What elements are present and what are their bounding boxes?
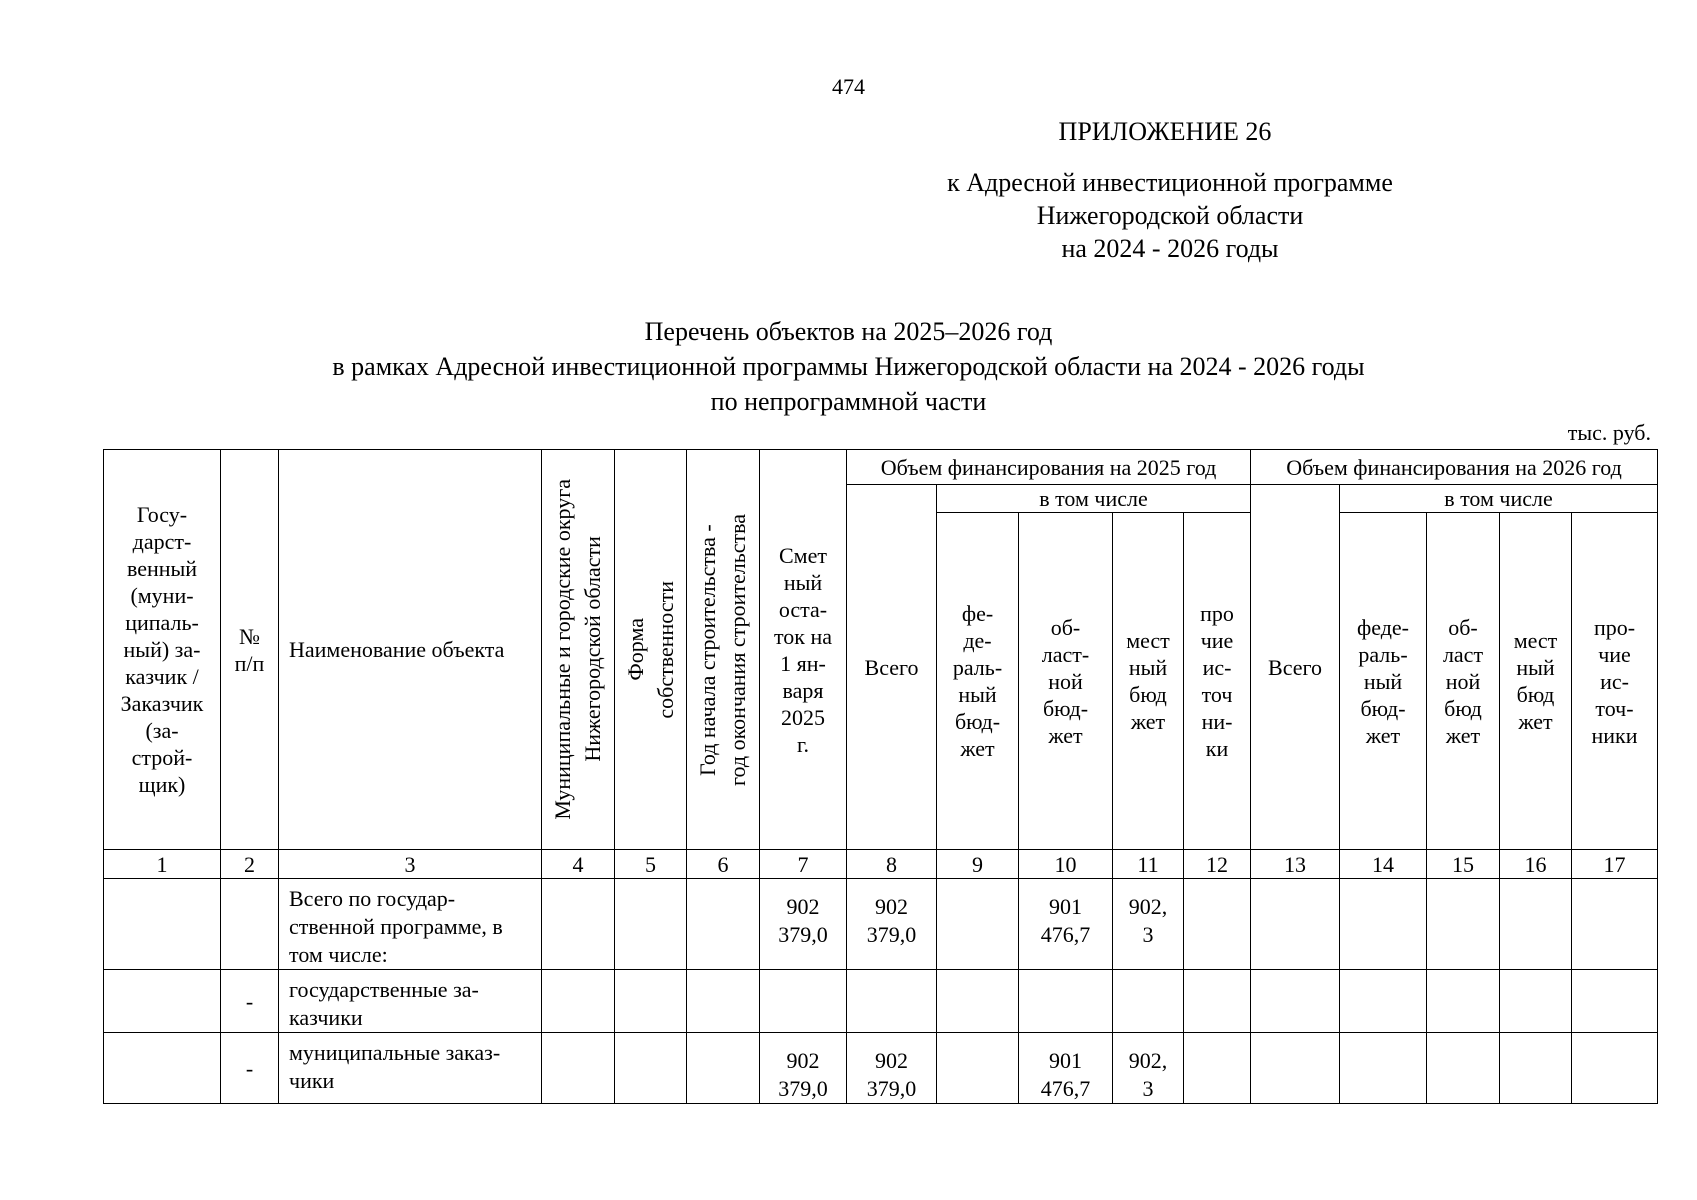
column-number: 17: [1572, 850, 1658, 879]
appendix-subtitle-line: на 2024 - 2026 годы: [1061, 234, 1279, 263]
cell-fed-2026: [1340, 879, 1427, 970]
column-number: 3: [279, 850, 542, 879]
column-number: 1: [104, 850, 221, 879]
cell-fed-2025: [937, 879, 1019, 970]
header-years-line: год окончания строительства: [725, 513, 750, 786]
cell-loc-2026: [1500, 1033, 1572, 1104]
cell-loc-2025: 902, 3: [1113, 1033, 1184, 1104]
header-municipal-line: Муниципальные и городские округа: [550, 479, 575, 820]
column-number: 4: [542, 850, 615, 879]
header-incl-2025: в том числе: [937, 485, 1251, 513]
cell-reg-2026: [1427, 1033, 1500, 1104]
cell-years: [687, 879, 760, 970]
header-ownership-line: собственности: [652, 580, 678, 719]
header-ownership: [615, 450, 687, 850]
header-reg-2026: об- ласт ной бюд жет: [1427, 513, 1500, 850]
cell-total-2026: [1251, 1033, 1340, 1104]
cell-customer: [104, 970, 221, 1033]
header-fin-2025: Объем финансирования на 2025 год: [847, 450, 1251, 485]
cell-total-2025: [847, 970, 937, 1033]
document-title: [0, 314, 1697, 419]
column-number: 12: [1184, 850, 1251, 879]
cell-ownership: [615, 879, 687, 970]
units-label: тыс. руб.: [1567, 420, 1651, 445]
column-number: 16: [1500, 850, 1572, 879]
cell-ownership: [615, 1033, 687, 1104]
column-number: 8: [847, 850, 937, 879]
table-row: [104, 970, 1658, 1033]
header-incl-2026: в том числе: [1340, 485, 1658, 513]
header-name: Наименование объекта: [279, 450, 542, 850]
cell-oth-2026: [1572, 879, 1658, 970]
cell-ownership: [615, 970, 687, 1033]
cell-num: -: [221, 970, 279, 1033]
header-municipal: [542, 450, 615, 850]
cell-reg-2025: [1019, 970, 1113, 1033]
cell-loc-2025: [1113, 970, 1184, 1033]
table-row: [104, 1033, 1658, 1104]
header-years-line: Год начала строительства -: [695, 523, 720, 776]
cell-fed-2026: [1340, 1033, 1427, 1104]
header-fed-2026: феде- раль- ный бюд- жет: [1340, 513, 1427, 850]
column-number: 2: [221, 850, 279, 879]
cell-name: Всего по государ- ственной программе, в том числе:: [279, 879, 542, 970]
header-customer: Госу- дарст- венный (муни- ципаль- ный) за- казчик / Заказчик (за- строй- щик): [104, 450, 221, 850]
appendix-subtitle-line: Нижегородской области: [1036, 201, 1304, 230]
header-num: № п/п: [221, 450, 279, 850]
appendix-subtitle-line: к Адресной инвестиционной программе: [947, 168, 1393, 197]
cell-num: -: [221, 1033, 279, 1104]
column-number: 5: [615, 850, 687, 879]
header-fed-2025: фе- де- раль- ный бюд- жет: [937, 513, 1019, 850]
cell-fed-2026: [1340, 970, 1427, 1033]
cell-oth-2025: [1184, 879, 1251, 970]
cell-fed-2025: [937, 1033, 1019, 1104]
column-number: 14: [1340, 850, 1427, 879]
page-number: 474: [832, 74, 865, 99]
header-loc-2026: мест ный бюд жет: [1500, 513, 1572, 850]
header-reg-2025: об- ласт- ной бюд- жет: [1019, 513, 1113, 850]
cell-total-2025: 902 379,0: [847, 1033, 937, 1104]
header-municipal-line: Нижегородской области: [580, 536, 605, 763]
header-total-2025: Всего: [847, 485, 937, 850]
column-number-row: [104, 850, 1658, 879]
column-number: 11: [1113, 850, 1184, 879]
cell-municipal: [542, 970, 615, 1033]
cell-name: государственные за- казчики: [279, 970, 542, 1033]
cell-customer: [104, 1033, 221, 1104]
appendix-subtitle: [880, 166, 1460, 265]
cell-years: [687, 1033, 760, 1104]
header-years: [687, 450, 760, 850]
cell-reg-2025: 901 476,7: [1019, 1033, 1113, 1104]
column-number: 7: [760, 850, 847, 879]
table-row: [104, 879, 1658, 970]
cell-reg-2025: 901 476,7: [1019, 879, 1113, 970]
header-total-2026: Всего: [1251, 485, 1340, 850]
cell-estimate: 902 379,0: [760, 879, 847, 970]
cell-municipal: [542, 879, 615, 970]
cell-total-2026: [1251, 879, 1340, 970]
cell-years: [687, 970, 760, 1033]
cell-reg-2026: [1427, 879, 1500, 970]
cell-customer: [104, 879, 221, 970]
header-estimate: Смет ный оста- ток на 1 ян- варя 2025 г.: [760, 450, 847, 850]
appendix-title: ПРИЛОЖЕНИЕ 26: [1058, 117, 1272, 146]
cell-fed-2025: [937, 970, 1019, 1033]
document-title-line: по непрограммной части: [710, 387, 987, 416]
cell-num: [221, 879, 279, 970]
document-title-line: в рамках Адресной инвестиционной программы Нижегородской области на 2024 - 2026 годы: [332, 352, 1365, 381]
cell-oth-2025: [1184, 970, 1251, 1033]
objects-table: [103, 449, 1658, 1104]
cell-name: муниципальные заказ- чики: [279, 1033, 542, 1104]
cell-loc-2026: [1500, 970, 1572, 1033]
column-number: 6: [687, 850, 760, 879]
cell-municipal: [542, 1033, 615, 1104]
header-fin-2026: Объем финансирования на 2026 год: [1251, 450, 1658, 485]
cell-loc-2025: 902, 3: [1113, 879, 1184, 970]
column-number: 9: [937, 850, 1019, 879]
header-oth-2026: про- чие ис- точ- ники: [1572, 513, 1658, 850]
column-number: 13: [1251, 850, 1340, 879]
header-loc-2025: мест ный бюд жет: [1113, 513, 1184, 850]
cell-total-2025: 902 379,0: [847, 879, 937, 970]
cell-estimate: 902 379,0: [760, 1033, 847, 1104]
column-number: 10: [1019, 850, 1113, 879]
cell-oth-2026: [1572, 970, 1658, 1033]
cell-oth-2025: [1184, 1033, 1251, 1104]
cell-loc-2026: [1500, 879, 1572, 970]
header-ownership-line: Форма: [622, 618, 648, 681]
cell-oth-2026: [1572, 1033, 1658, 1104]
cell-reg-2026: [1427, 970, 1500, 1033]
document-title-line: Перечень объектов на 2025–2026 год: [644, 317, 1053, 346]
header-oth-2025: про чие ис- точ ни- ки: [1184, 513, 1251, 850]
cell-total-2026: [1251, 970, 1340, 1033]
column-number: 15: [1427, 850, 1500, 879]
cell-estimate: [760, 970, 847, 1033]
